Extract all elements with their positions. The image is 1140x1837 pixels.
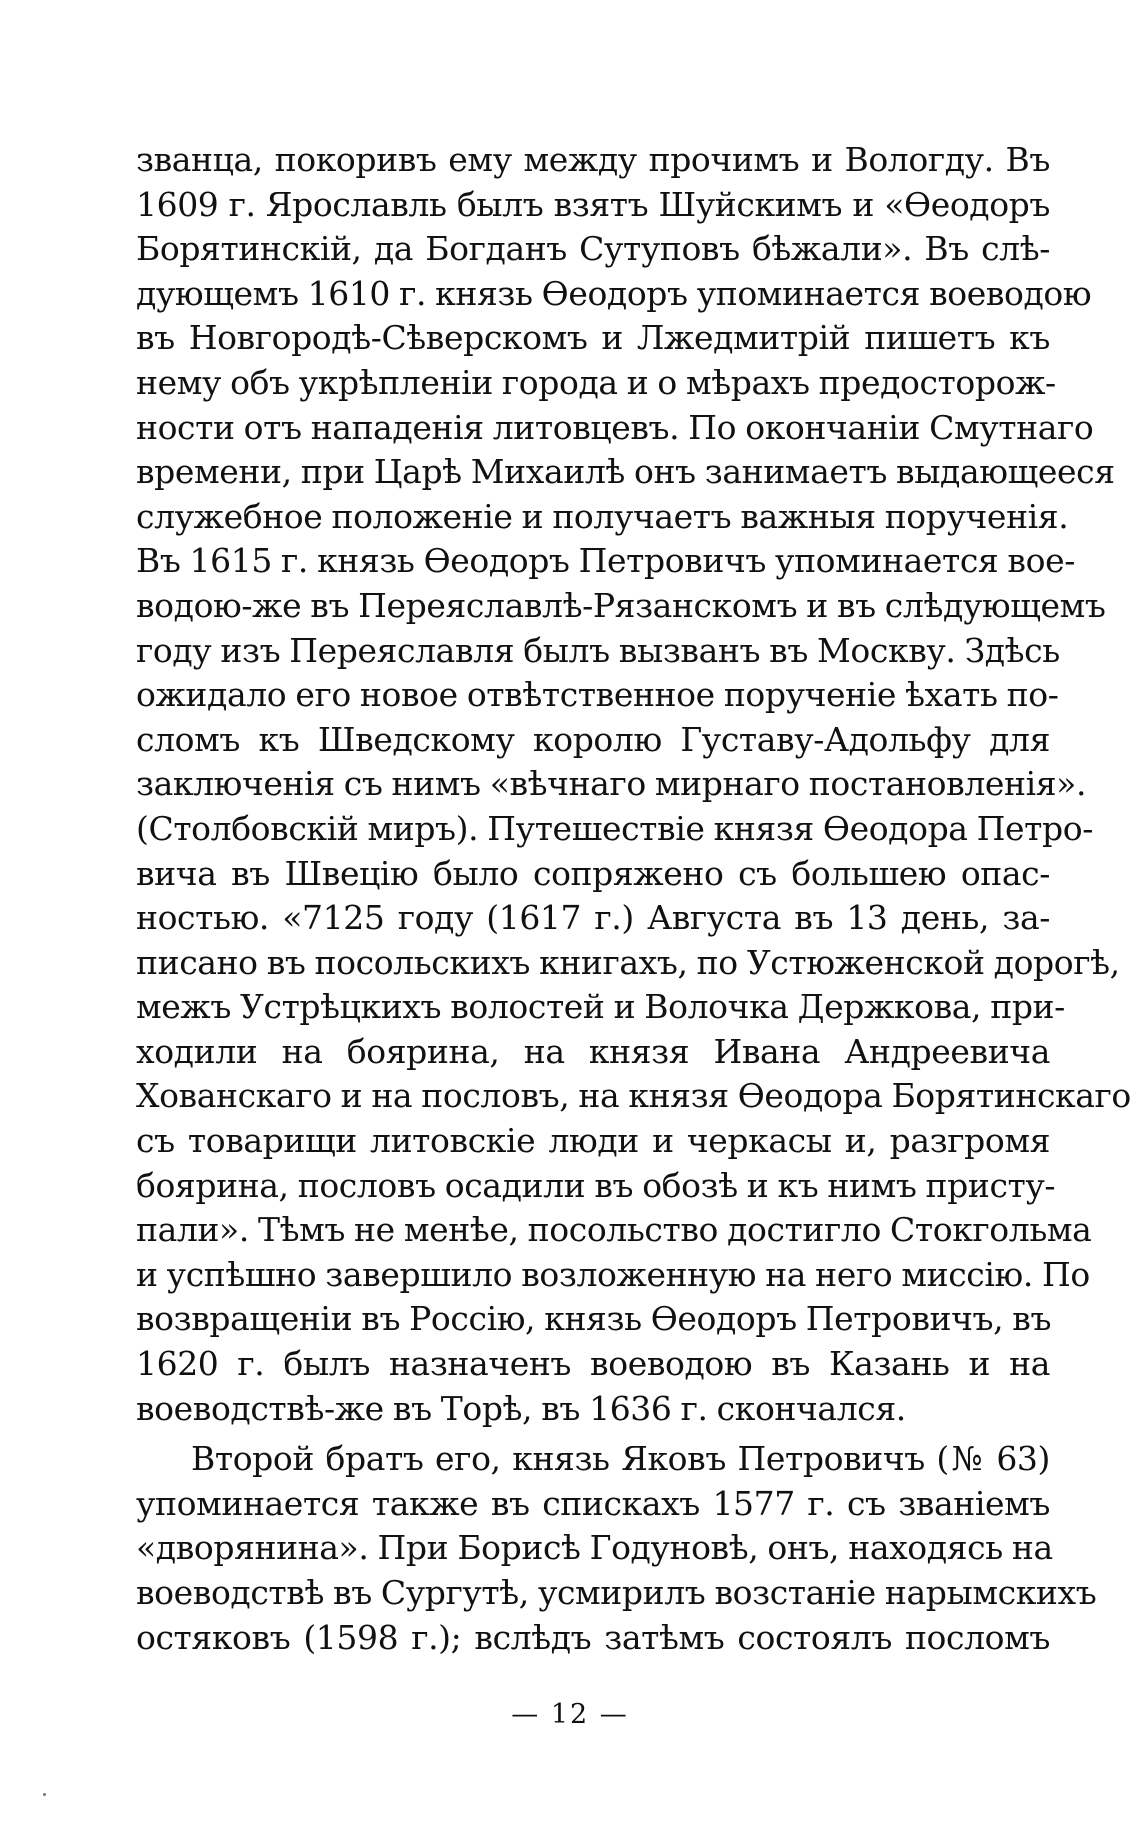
text-line: дующемъ 1610 г. князь Ѳеодоръ упоминается воеводою: [136, 273, 1092, 313]
paragraph-2: [136, 1437, 1097, 1660]
text-line: писано въ посольскихъ книгахъ, по Устюженской дорогѣ,: [136, 942, 1120, 982]
text-line: остяковъ (1598 г.); вслѣдъ затѣмъ состоялъ посломъ: [136, 1617, 1050, 1657]
paragraph-1: [136, 138, 1131, 1431]
text-line: водою-же въ Переяславлѣ-Рязанскомъ и въ слѣдующемъ: [136, 585, 1106, 625]
text-line: возвращеніи въ Россію, князь Ѳеодоръ Петровичъ, въ: [136, 1299, 1052, 1339]
text-line: времени, при Царѣ Михаилѣ онъ занимаетъ выдающееся: [136, 452, 1115, 492]
text-line: боярина, пословъ осадили въ обозѣ и къ нимъ присту-: [136, 1165, 1056, 1205]
text-line: ностью. «7125 году (1617 г.) Августа въ 13 день, за-: [136, 898, 1050, 938]
text-line: сломъ къ Шведскому королю Густаву-Адольфу для: [136, 719, 1050, 759]
text-line: упоминается также въ спискахъ 1577 г. съ званіемъ: [136, 1483, 1050, 1523]
text-line: званца, покоривъ ему между прочимъ и Вологду. Въ: [136, 140, 1050, 179]
text-line: пали». Тѣмъ не менѣе, посольство достигло Стокгольма: [136, 1210, 1092, 1250]
text-line: съ товарищи литовскіе люди и черкасы и, разгромя: [136, 1121, 1050, 1161]
text-line: ходили на боярина, на князя Ивана Андреевича: [136, 1031, 1050, 1071]
text-line: 1609 г. Ярославль былъ взятъ Шуйскимъ и «Ѳеодоръ: [136, 184, 1050, 224]
text-line: вича въ Швецію было сопряжено съ большею опас-: [136, 853, 1050, 893]
scan-speck: [43, 1793, 46, 1796]
text-line: Хованскаго и на пословъ, на князя Ѳеодора Борятинскаго: [136, 1076, 1131, 1116]
text-line: 1620 г. былъ назначенъ воеводою въ Казань и на: [136, 1344, 1050, 1384]
text-line: межъ Устрѣцкихъ волостей и Волочка Держкова, при-: [136, 987, 1065, 1027]
text-line: Въ 1615 г. князь Ѳеодоръ Петровичъ упоминается вое-: [136, 541, 1075, 581]
text-line: ности отъ нападенія литовцевъ. По окончаніи Смутнаго: [136, 407, 1094, 447]
text-line: воеводствѣ-же въ Торѣ, въ 1636 г. скончался.: [136, 1388, 906, 1428]
text-line: «дворянина». При Борисѣ Годуновѣ, онъ, находясь на: [136, 1528, 1053, 1568]
text-line: служебное положеніе и получаетъ важныя порученія.: [136, 496, 1069, 536]
text-line: ожидало его новое отвѣтственное порученіе ѣхать по-: [136, 675, 1059, 715]
text-line: Второй братъ его, князь Яковъ Петровичъ (№ 63): [191, 1439, 1050, 1479]
text-line: Борятинскій, да Богданъ Сутуповъ бѣжали». Въ слѣ-: [136, 229, 1050, 269]
text-line: воеводствѣ въ Сургутѣ, усмирилъ возстаніе нарымскихъ: [136, 1573, 1097, 1612]
page-number: — 12 —: [511, 1699, 629, 1730]
body-text: [136, 138, 1131, 1660]
text-line: и успѣшно завершило возложенную на него миссію. По: [136, 1254, 1090, 1294]
text-line: году изъ Переяславля былъ вызванъ въ Москву. Здѣсь: [136, 630, 1060, 670]
text-line: заключенія съ нимъ «вѣчнаго мирнаго постановленія».: [136, 764, 1087, 804]
text-line: (Столбовскій миръ). Путешествіе князя Ѳеодора Петро-: [136, 808, 1093, 848]
text-line: въ Новгородѣ-Сѣверскомъ и Лжедмитрій пишетъ къ: [136, 318, 1050, 358]
text-line: нему объ укрѣпленіи города и о мѣрахъ предосторож-: [136, 362, 1056, 402]
